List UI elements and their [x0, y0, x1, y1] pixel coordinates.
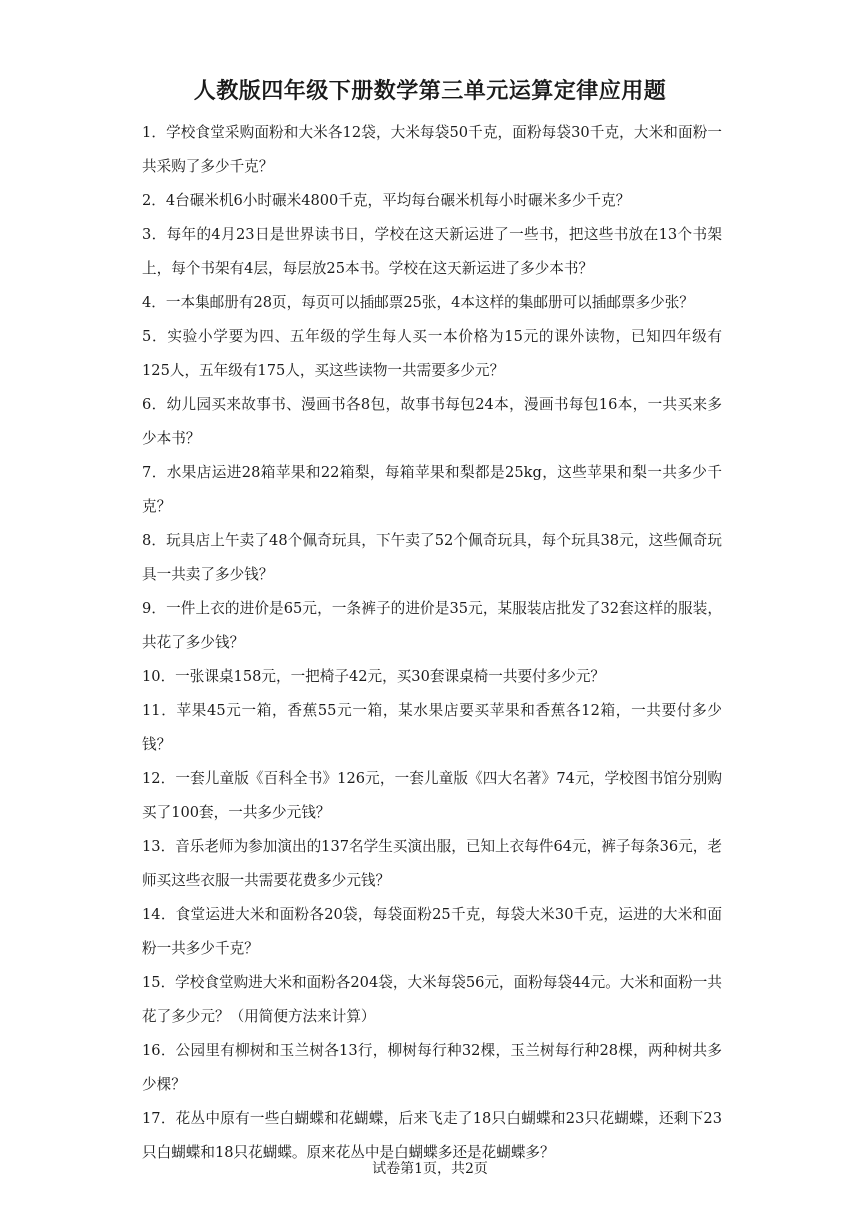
page-footer: 试卷第1页，共2页 [372, 1161, 488, 1177]
question-16: 16．公园里有柳树和玉兰树各13行，柳树每行种32棵，玉兰树每行种28棵，两种树共多少棵？ [142, 1042, 722, 1093]
question-3: 3．每年的4月23日是世界读书日，学校在这天新运进了一些书，把这些书放在13个书架上，每个书架有4层，每层放25本书。学校在这天新运进了多少本书？ [142, 226, 722, 277]
question-2: 2．4台碾米机6小时碾米4800千克，平均每台碾米机每小时碾米多少千克？ [142, 192, 631, 209]
question-10: 10．一张课桌158元，一把椅子42元，买30套课桌椅一共要付多少元？ [142, 668, 606, 685]
question-11: 11．苹果45元一箱，香蕉55元一箱，某水果店要买苹果和香蕉各12箱，一共要付多少钱？ [142, 702, 722, 753]
question-8: 8．玩具店上午卖了48个佩奇玩具，下午卖了52个佩奇玩具，每个玩具38元，这些佩奇玩具一共卖了多少钱？ [142, 532, 722, 583]
question-6: 6．幼儿园买来故事书、漫画书各8包，故事书每包24本，漫画书每包16本，一共买来多少本书？ [142, 396, 722, 447]
question-14: 14．食堂运进大米和面粉各20袋，每袋面粉25千克，每袋大米30千克，运进的大米和面粉一共多少千克？ [142, 906, 722, 957]
question-9: 9．一件上衣的进价是65元，一条裤子的进价是35元，某服装店批发了32套这样的服装，共花了多少钱？ [142, 600, 722, 651]
question-15: 15．学校食堂购进大米和面粉各204袋，大米每袋56元，面粉每袋44元。大米和面粉一共花了多少元？（用简便方法来计算） [142, 974, 722, 1025]
question-13: 13．音乐老师为参加演出的137名学生买演出服，已知上衣每件64元，裤子每条36元，老师买这些衣服一共需要花费多少元钱？ [142, 838, 722, 889]
question-7: 7．水果店运进28箱苹果和22箱梨，每箱苹果和梨都是25kg，这些苹果和梨一共多少千克？ [142, 464, 722, 515]
question-12: 12．一套儿童版《百科全书》126元，一套儿童版《四大名著》74元，学校图书馆分别购买了100套，一共多少元钱？ [142, 770, 722, 821]
question-1: 1．学校食堂采购面粉和大米各12袋，大米每袋50千克，面粉每袋30千克，大米和面粉一共采购了多少千克？ [142, 124, 722, 175]
page-title: 人教版四年级下册数学第三单元运算定律应用题 [193, 79, 667, 104]
question-4: 4．一本集邮册有28页，每页可以插邮票25张，4本这样的集邮册可以插邮票多少张？ [142, 294, 694, 311]
question-5: 5．实验小学要为四、五年级的学生每人买一本价格为15元的课外读物，已知四年级有125人，五年级有175人，买这些读物一共需要多少元？ [142, 328, 722, 379]
question-17: 17．花丛中原有一些白蝴蝶和花蝴蝶，后来飞走了18只白蝴蝶和23只花蝴蝶，还剩下23只白蝴蝶和18只花蝴蝶。原来花丛中是白蝴蝶多还是花蝴蝶多？ [142, 1110, 722, 1161]
question-list [142, 116, 722, 1170]
